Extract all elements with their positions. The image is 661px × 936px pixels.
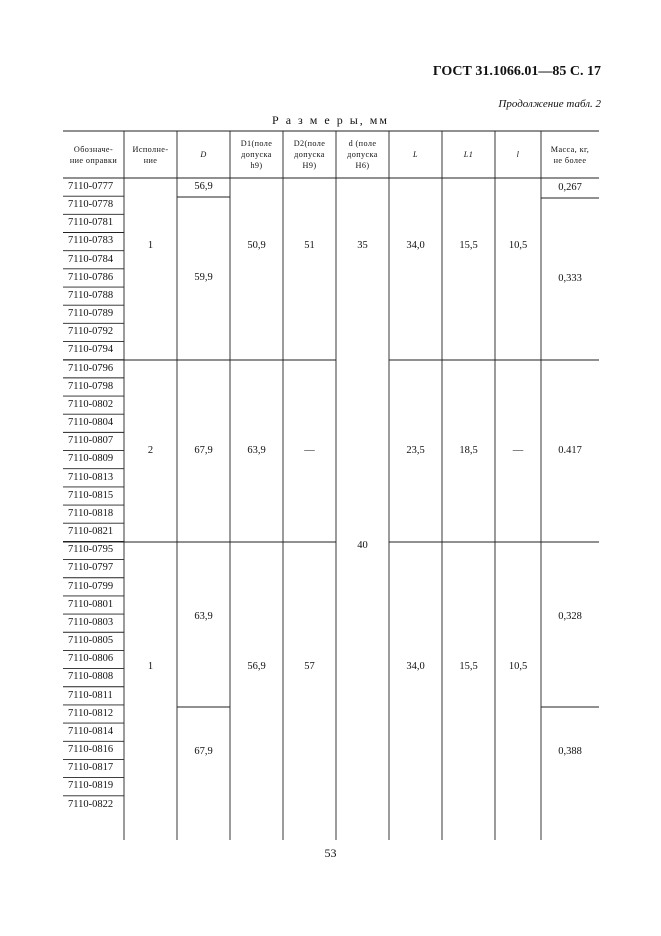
designation-row: 7110-0808 <box>68 671 114 683</box>
designation-row: 7110-0806 <box>68 653 114 665</box>
g3-L: 34,0 <box>406 660 425 672</box>
g3-L1: 15,5 <box>459 660 478 672</box>
header-designation: Обозначе- ние оправки <box>69 144 118 165</box>
designation-row: 7110-0821 <box>68 526 114 538</box>
designation-row: 7110-0781 <box>68 217 114 229</box>
header-d: d (поле допуска H6) <box>347 139 378 170</box>
page-number: 53 <box>324 846 337 860</box>
g2-l: — <box>512 444 524 456</box>
designation-row: 7110-0813 <box>68 471 114 483</box>
designation-row: 7110-0788 <box>68 289 114 301</box>
designation-row: 7110-0822 <box>68 798 114 810</box>
g1-D2: 51 <box>304 239 315 251</box>
header-L1: L1 <box>463 150 474 159</box>
designation-row: 7110-0794 <box>68 344 114 356</box>
designation-row: 7110-0807 <box>68 435 114 447</box>
g3-D1: 56,9 <box>247 660 266 672</box>
g1-D1: 50,9 <box>247 239 266 251</box>
g2-L: 23,5 <box>406 444 425 456</box>
g3-D-b: 67,9 <box>194 745 213 757</box>
designation-row: 7110-0789 <box>68 308 114 320</box>
designation-row: 7110-0814 <box>68 725 114 737</box>
designation-row: 7110-0811 <box>68 689 113 701</box>
g1-L1: 15,5 <box>459 239 478 251</box>
g1-mass-b: 0,333 <box>558 272 582 284</box>
g23-d: 40 <box>357 539 368 551</box>
g3-version: 1 <box>147 660 154 672</box>
header-version: Исполне- ние <box>132 144 169 165</box>
designation-row: 7110-0819 <box>68 780 114 792</box>
g2-mass: 0.417 <box>558 444 582 456</box>
designation-row: 7110-0815 <box>68 489 114 501</box>
header-L: L <box>413 150 418 159</box>
g2-version: 2 <box>147 444 154 456</box>
designation-row: 7110-0817 <box>68 762 114 774</box>
designation-row: 7110-0816 <box>68 744 114 756</box>
designation-row: 7110-0803 <box>68 616 114 628</box>
g2-D2: — <box>304 444 315 456</box>
header-mass: Масса, кг, не более <box>550 144 590 165</box>
g1-l: 10,5 <box>508 239 528 251</box>
header-D2: D2(поле допуска H9) <box>293 139 326 170</box>
designation-row: 7110-0805 <box>68 635 114 647</box>
g2-D1: 63,9 <box>247 444 266 456</box>
g1-version: 1 <box>147 239 154 251</box>
designation-row: 7110-0799 <box>68 580 114 592</box>
designation-row: 7110-0778 <box>68 198 114 210</box>
g1-mass-a: 0,267 <box>558 181 582 193</box>
designation-row: 7110-0797 <box>68 562 114 574</box>
designation-row: 7110-0796 <box>68 362 114 374</box>
g3-mass-b: 0,388 <box>558 745 582 757</box>
g1-L: 34,0 <box>406 239 425 251</box>
g3-l: 10,5 <box>508 660 528 672</box>
g1-d: 35 <box>357 239 368 251</box>
designation-row: 7110-0784 <box>68 253 114 265</box>
designation-row: 7110-0801 <box>68 598 114 610</box>
g2-D: 67,9 <box>194 444 213 456</box>
designation-row: 7110-0804 <box>68 417 114 429</box>
header-D: D <box>200 150 207 159</box>
designation-row: 7110-0809 <box>68 453 114 465</box>
g2-L1: 18,5 <box>459 444 478 456</box>
designation-row: 7110-0783 <box>68 235 114 247</box>
g3-D-a: 63,9 <box>194 610 213 622</box>
designation-row: 7110-0795 <box>68 544 114 556</box>
g3-mass-a: 0,328 <box>558 610 582 622</box>
designation-row: 7110-0802 <box>68 398 114 410</box>
table-continuation-note: Продолжение табл. 2 <box>498 98 601 110</box>
designation-row: 7110-0818 <box>68 507 114 519</box>
standard-header: ГОСТ 31.1066.01—85 С. 17 <box>432 64 601 79</box>
designation-row: 7110-0792 <box>68 326 114 338</box>
designation-row: 7110-0798 <box>68 380 114 392</box>
g1-D-b: 59,9 <box>194 272 213 284</box>
designation-row: 7110-0812 <box>68 707 114 719</box>
designation-row: 7110-0777 <box>68 180 114 192</box>
g3-D2: 57 <box>304 660 315 672</box>
header-l: l <box>516 150 520 159</box>
designation-row: 7110-0786 <box>68 271 114 283</box>
header-D1: D1(поле допуска h9) <box>240 139 273 170</box>
g1-D-a: 56,9 <box>194 181 213 193</box>
table-caption: Р а з м е р ы, мм <box>272 113 389 127</box>
